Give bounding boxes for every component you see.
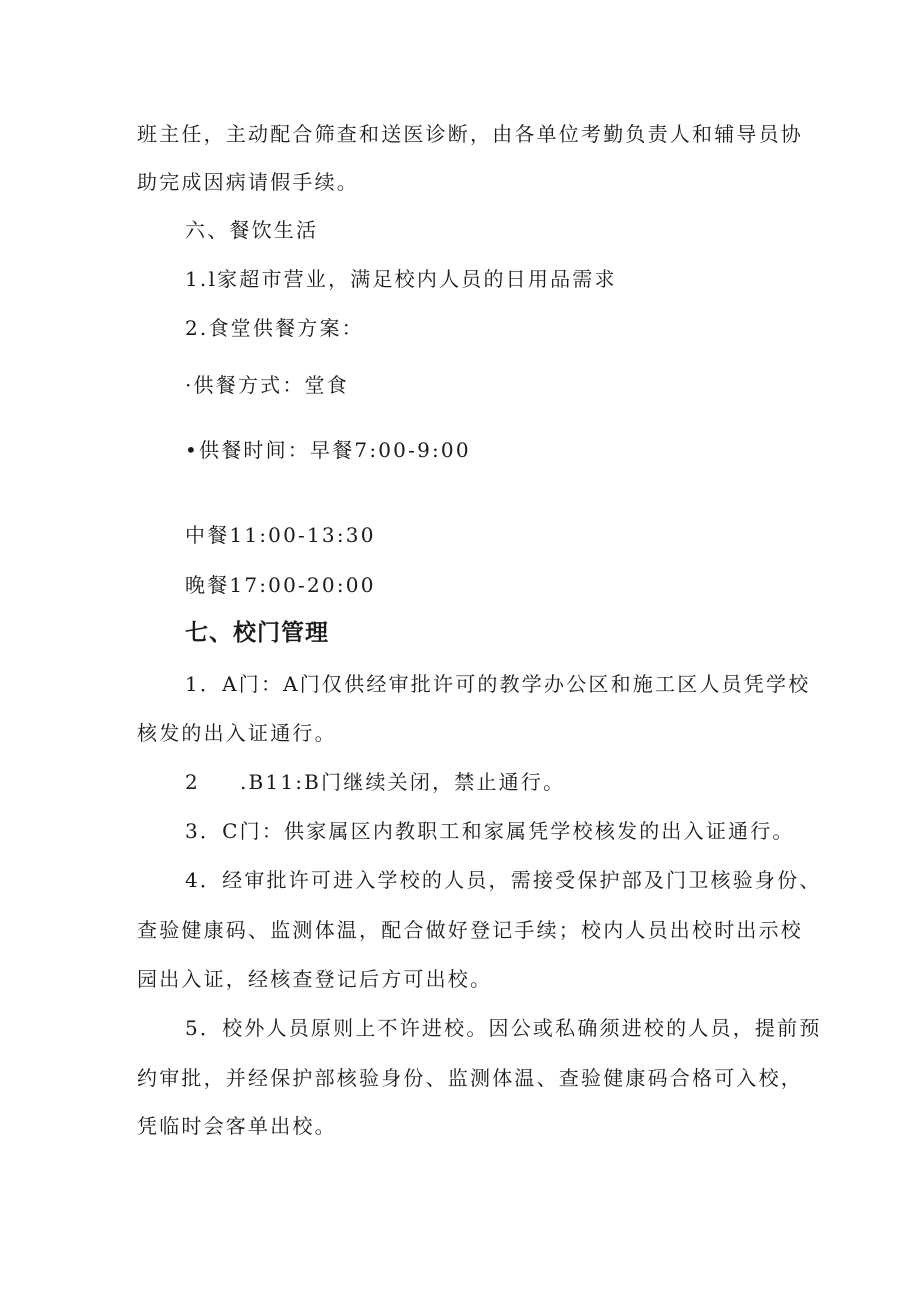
paragraph-line: 凭临时会客单出校。 <box>137 1114 337 1138</box>
paragraph-line: 查验健康码、监测体温，配合做好登记手续；校内人员出校时出示校 <box>137 918 803 942</box>
list-item: 3．C门：供家属区内教职工和家属凭学校核发的出入证通行。 <box>185 819 795 843</box>
paragraph-line: 1．A门：A门仅供经审批许可的教学办公区和施工区人员凭学校 <box>185 672 811 696</box>
list-item: 晚餐17:00-20:00 <box>185 573 376 597</box>
list-item: 中餐11:00-13:30 <box>185 523 376 547</box>
section-heading: 六、餐饮生活 <box>185 218 319 242</box>
list-item: •供餐时间：早餐7:00-9:00 <box>185 438 471 462</box>
paragraph-line: 约审批，并经保护部核验身份、监测体温、查验健康码合格可入校， <box>137 1066 803 1090</box>
paragraph-line: 班主任，主动配合筛查和送医诊断，由各单位考勤负责人和辅导员协 <box>137 122 803 146</box>
list-item: 2.食堂供餐方案： <box>185 316 364 340</box>
list-item: ·供餐方式：堂食 <box>185 373 349 397</box>
list-number: 2 <box>185 770 200 794</box>
list-text: .B11:B门继续关闭，禁止通行。 <box>239 770 566 794</box>
list-item: 1.l家超市营业，满足校内人员的日用品需求 <box>185 267 617 291</box>
list-item <box>185 770 565 794</box>
paragraph-line: 园出入证，经核查登记后方可出校。 <box>137 967 493 991</box>
paragraph-line: 助完成因病请假手续。 <box>137 170 359 194</box>
section-heading: 七、校门管理 <box>185 620 329 646</box>
paragraph-line: 5．校外人员原则上不许进校。因公或私确须进校的人员，提前预 <box>185 1016 822 1040</box>
paragraph-line: 4．经审批许可进入学校的人员，需接受保护部及门卫核验身份、 <box>185 868 822 892</box>
paragraph-line: 核发的出入证通行。 <box>137 721 337 745</box>
